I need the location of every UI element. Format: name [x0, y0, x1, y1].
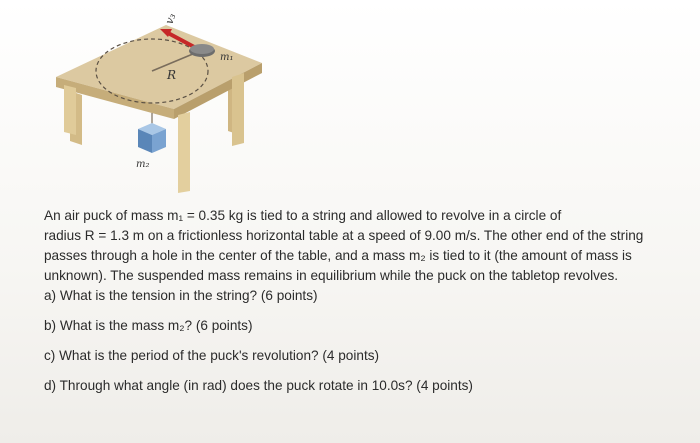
problem-line: radius R = 1.3 m on a frictionless horizontal table at a speed of 9.00 m/s. The other end of the string: [44, 228, 644, 243]
problem-line: unknown). The suspended mass remains in equilibrium while the puck on the tabletop revolves.: [44, 268, 619, 283]
puck-top: [190, 44, 214, 54]
question-b: b) What is the mass m₂? (6 points): [44, 318, 253, 333]
problem-text: [44, 206, 664, 396]
table-leg-front-left: [64, 85, 76, 135]
label-v: v₃: [162, 11, 179, 27]
question-d: d) Through what angle (in rad) does the puck rotate in 10.0s? (4 points): [44, 378, 473, 393]
question-c: c) What is the period of the puck's revolution? (4 points): [44, 348, 380, 363]
question-a: a) What is the tension in the string? (6 points): [44, 288, 318, 303]
problem-line: passes through a hole in the center of the table, and a mass m₂ is tied to it (the amount of mass is: [44, 248, 632, 263]
problem-statement: [44, 206, 664, 286]
problem-line: An air puck of mass m₁ = 0.35 kg is tied to a string and allowed to revolve in a circle of: [44, 208, 562, 223]
label-m2: m₂: [136, 159, 150, 170]
table-diagram: [40, 5, 290, 195]
table-leg-front-right: [232, 73, 244, 146]
label-R: R: [167, 68, 177, 82]
table-leg-front-middle: [178, 112, 190, 193]
label-m1: m₁: [220, 52, 234, 63]
